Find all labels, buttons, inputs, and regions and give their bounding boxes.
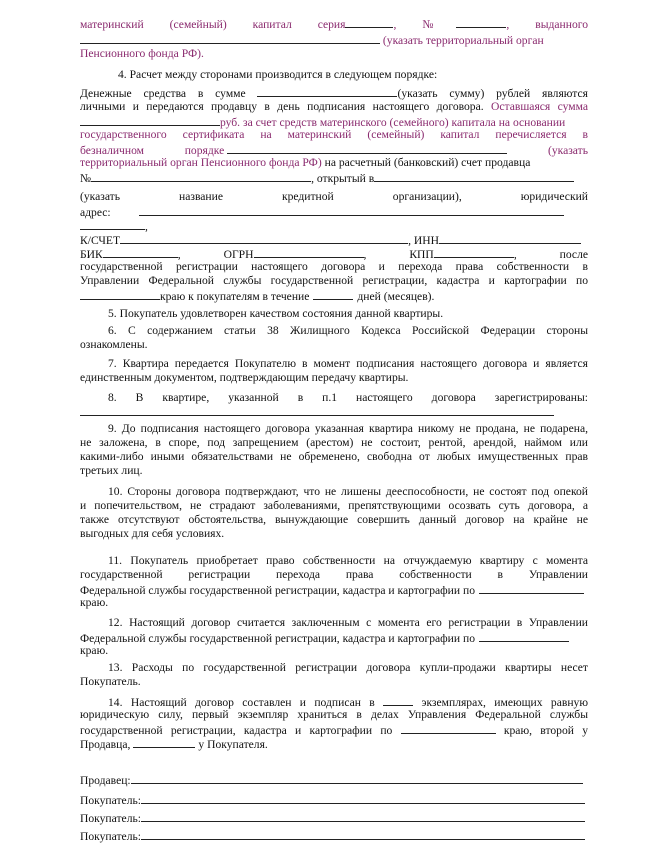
intro-line-1: материнский (семейный) капитал серия , № , выданного xyxy=(80,18,588,31)
word: , xyxy=(177,248,181,261)
text: 7. Квартира передается Покупателю в момент подписания настоящего договора и является xyxy=(108,357,588,370)
word: БИК xyxy=(80,248,103,261)
p10-line-4 xyxy=(80,527,588,541)
copies-blank xyxy=(383,694,413,706)
p10-line-3 xyxy=(80,513,588,527)
p9-line-1 xyxy=(108,422,588,436)
word: (указать xyxy=(80,190,121,203)
text: (указать территориальный орган xyxy=(382,34,544,47)
address-blank xyxy=(139,204,564,216)
p8-line-1 xyxy=(108,391,588,405)
p4-line-1 xyxy=(80,85,588,101)
p11-line-2 xyxy=(80,568,588,582)
text: Покупатель. xyxy=(80,675,141,688)
blank xyxy=(80,114,220,126)
text: ознакомлены. xyxy=(80,338,148,351)
word: собственности xyxy=(399,568,472,581)
word: (семейный) xyxy=(169,18,227,31)
text: , xyxy=(145,220,148,233)
region-blank xyxy=(401,722,496,734)
days-blank xyxy=(313,288,353,300)
p4-line-8 xyxy=(80,190,588,204)
word: государственной xyxy=(80,568,163,581)
text: безналичном порядке xyxy=(80,144,225,157)
word: юридический xyxy=(520,190,588,203)
region-blank xyxy=(479,582,584,594)
text: экземплярах, имеющих равную xyxy=(421,696,588,709)
word: после xyxy=(559,248,588,261)
word: материнский xyxy=(80,18,144,31)
p8-line-2 xyxy=(80,404,588,420)
p9-line-4 xyxy=(80,464,588,478)
text: Управлении Федеральной службы государственной регистрации, кадастра и картографии по xyxy=(80,274,588,287)
bik-blank xyxy=(103,246,178,258)
word: выданного xyxy=(535,18,588,31)
p4-header xyxy=(118,68,588,82)
text: какими-либо иными обязательствами не обременено, свободна от любых имущественных прав xyxy=(80,450,588,463)
text: краю. xyxy=(80,596,109,609)
inn-blank xyxy=(439,232,581,244)
p4-line-7 xyxy=(80,170,588,186)
text: Федеральной службы государственной регистрации, кадастра и картографии по xyxy=(80,584,475,597)
p4-line-15 xyxy=(80,288,588,304)
text: № xyxy=(80,172,92,185)
buyer-label: Покупатель: xyxy=(80,830,141,843)
text: Продавца, xyxy=(80,738,131,751)
intro-line-2 xyxy=(80,32,588,48)
account-blank xyxy=(91,170,311,182)
text: (указать сумму) рублей являются xyxy=(397,87,588,100)
word: кредитной xyxy=(281,190,334,203)
text: (указать xyxy=(547,144,588,157)
word: в xyxy=(297,391,304,404)
text: 9. До подписания настоящего договора указанная квартира никому не продана, не подарена, xyxy=(108,422,588,435)
p11-line-4 xyxy=(80,596,588,610)
buyer-signature-line[interactable] xyxy=(141,828,585,840)
text: краю. xyxy=(80,644,109,657)
text: 11. Покупатель приобретает право собственности на отчуждаемую квартиру с момента xyxy=(108,554,588,567)
word: КПП xyxy=(409,248,434,261)
p6-line-1 xyxy=(108,324,588,338)
p7-line-1 xyxy=(108,357,588,371)
p9-line-3 xyxy=(80,450,588,464)
text: Пенсионного фонда РФ). xyxy=(80,47,204,60)
buyer-signature-line[interactable] xyxy=(141,810,585,822)
seller-signature-line[interactable] xyxy=(131,772,583,784)
p4-line-6 xyxy=(80,156,588,170)
word: ОГРН xyxy=(223,248,254,261)
p5 xyxy=(108,307,588,321)
p4-line-4 xyxy=(80,128,588,142)
text: государственной регистрации, кадастра и картографии по xyxy=(80,724,393,737)
text: , открытый в xyxy=(311,172,375,185)
word: настоящего xyxy=(356,391,413,404)
seller-label: Продавец: xyxy=(80,774,131,787)
text: 6. С содержанием статьи 38 Жилищного Кодекса Российской Федерации стороны xyxy=(108,324,588,337)
text: территориальный орган Пенсионного фонда РФ) xyxy=(80,156,322,169)
word: указанной xyxy=(228,391,279,404)
word: квартире, xyxy=(162,391,210,404)
word: организации), xyxy=(392,190,462,203)
word: права xyxy=(345,568,374,581)
text: у Покупателя. xyxy=(198,738,268,751)
bank-blank xyxy=(374,170,574,182)
word: регистрации xyxy=(188,568,251,581)
p4-line-13 xyxy=(80,260,588,274)
registered-blank xyxy=(80,404,554,416)
number-blank xyxy=(456,16,506,28)
text: 14. Настоящий договор составлен и подписан в xyxy=(108,696,375,709)
buyer-signature-line[interactable] xyxy=(141,792,585,804)
word: серия xyxy=(317,18,346,31)
blank xyxy=(227,142,507,154)
text: личными и передаются продавцу в день подписания настоящего договора. xyxy=(80,100,484,113)
text: дней (месяцев). xyxy=(357,290,435,303)
kpp-blank xyxy=(434,246,514,258)
blank xyxy=(80,218,145,230)
word: В xyxy=(135,391,144,404)
text: и попечительством, не страдают заболеваниями, препятствующими осозвать суть договора, а xyxy=(80,499,588,512)
text: на расчетный (банковский) счет продавца xyxy=(324,156,531,169)
word: 8. xyxy=(108,391,117,404)
region-blank xyxy=(80,288,160,300)
p10-line-2 xyxy=(80,499,588,513)
region-blank xyxy=(479,630,569,642)
word: зарегистрированы: xyxy=(494,391,588,404)
word: п.1 xyxy=(322,391,338,404)
p10-line-1 xyxy=(108,485,588,499)
amount-blank xyxy=(257,85,397,97)
text: государственного сертификата на материнский (семейный) капитал перечисляется в xyxy=(80,128,588,141)
signature-buyer-2 xyxy=(80,810,588,826)
blank xyxy=(80,32,380,44)
text: 13. Расходы по государственной регистрации договора купли-продажи квартиры несет xyxy=(108,661,588,674)
text: также отсутствуют обстоятельства, вынуждающие совершить данный договор на крайне не xyxy=(80,513,588,526)
p12-line-1 xyxy=(108,616,588,630)
text: единственным документом, подтверждающим передачу квартиры. xyxy=(80,371,409,384)
text: 10. Стороны договора подтверждают, что не лишены дееспособности, не состоят под опекой xyxy=(108,485,588,498)
text: третьих лиц. xyxy=(80,464,143,477)
p4-line-14 xyxy=(80,274,588,288)
p7-line-2 xyxy=(80,371,588,385)
word: , xyxy=(363,248,367,261)
word: Управлении xyxy=(528,568,588,581)
word: название xyxy=(179,190,223,203)
ogrn-blank xyxy=(254,246,364,258)
buyer-label: Покупатель: xyxy=(80,812,141,825)
text: Федеральной службы государственной регистрации, кадастра и картографии по xyxy=(80,632,475,645)
text: Оставшаяся сумма xyxy=(491,100,588,113)
text: юридическую силу, первый экземпляр храниться в делах Управления Федеральной службы xyxy=(80,708,588,721)
word: капитал xyxy=(252,18,292,31)
word: в xyxy=(497,568,504,581)
word: № xyxy=(422,18,457,31)
p12-line-3 xyxy=(80,644,588,658)
p14-line-2 xyxy=(80,708,588,722)
text: государственной регистрации настоящего договора и перехода права собственности в xyxy=(80,260,588,273)
signature-seller xyxy=(80,772,588,788)
signature-buyer-3 xyxy=(80,828,588,844)
word: , xyxy=(513,248,517,261)
text: краю, второй у xyxy=(503,724,588,737)
text: адрес: xyxy=(80,206,111,219)
korr-account-blank xyxy=(120,232,408,244)
blank xyxy=(133,736,195,748)
text: выгодных для себя условиях. xyxy=(80,527,225,540)
intro-line-3 xyxy=(80,47,588,61)
text: не заложена, в споре, под запрещением (арестом) не состоит, рентой, арендой, наймом или xyxy=(80,436,588,449)
p13-line-2 xyxy=(80,675,588,689)
p4-line-2 xyxy=(80,100,588,114)
text: Денежные средства в сумме xyxy=(80,87,246,100)
text: К/СЧЕТ xyxy=(80,234,121,247)
text: 4. Расчет между сторонами производится в следующем порядке: xyxy=(118,68,438,81)
text: краю к покупателям в течение xyxy=(160,290,310,303)
text: 5. Покупатель удовлетворен качеством состояния данной квартиры. xyxy=(108,307,444,320)
text: руб. за счет средств материнского (семейного) капитала на основании xyxy=(220,116,566,129)
signature-buyer-1 xyxy=(80,792,588,808)
word: перехода xyxy=(276,568,321,581)
p14-line-4 xyxy=(80,736,588,752)
p6-line-2 xyxy=(80,338,588,352)
buyer-label: Покупатель: xyxy=(80,794,141,807)
text: , ИНН xyxy=(408,234,440,247)
series-blank xyxy=(345,16,393,28)
word: договора xyxy=(431,391,476,404)
text: 12. Настоящий договор считается заключенным с момента его регистрации в Управлении xyxy=(108,616,588,629)
p13-line-1 xyxy=(108,661,588,675)
p9-line-2 xyxy=(80,436,588,450)
p11-line-1 xyxy=(108,554,588,568)
